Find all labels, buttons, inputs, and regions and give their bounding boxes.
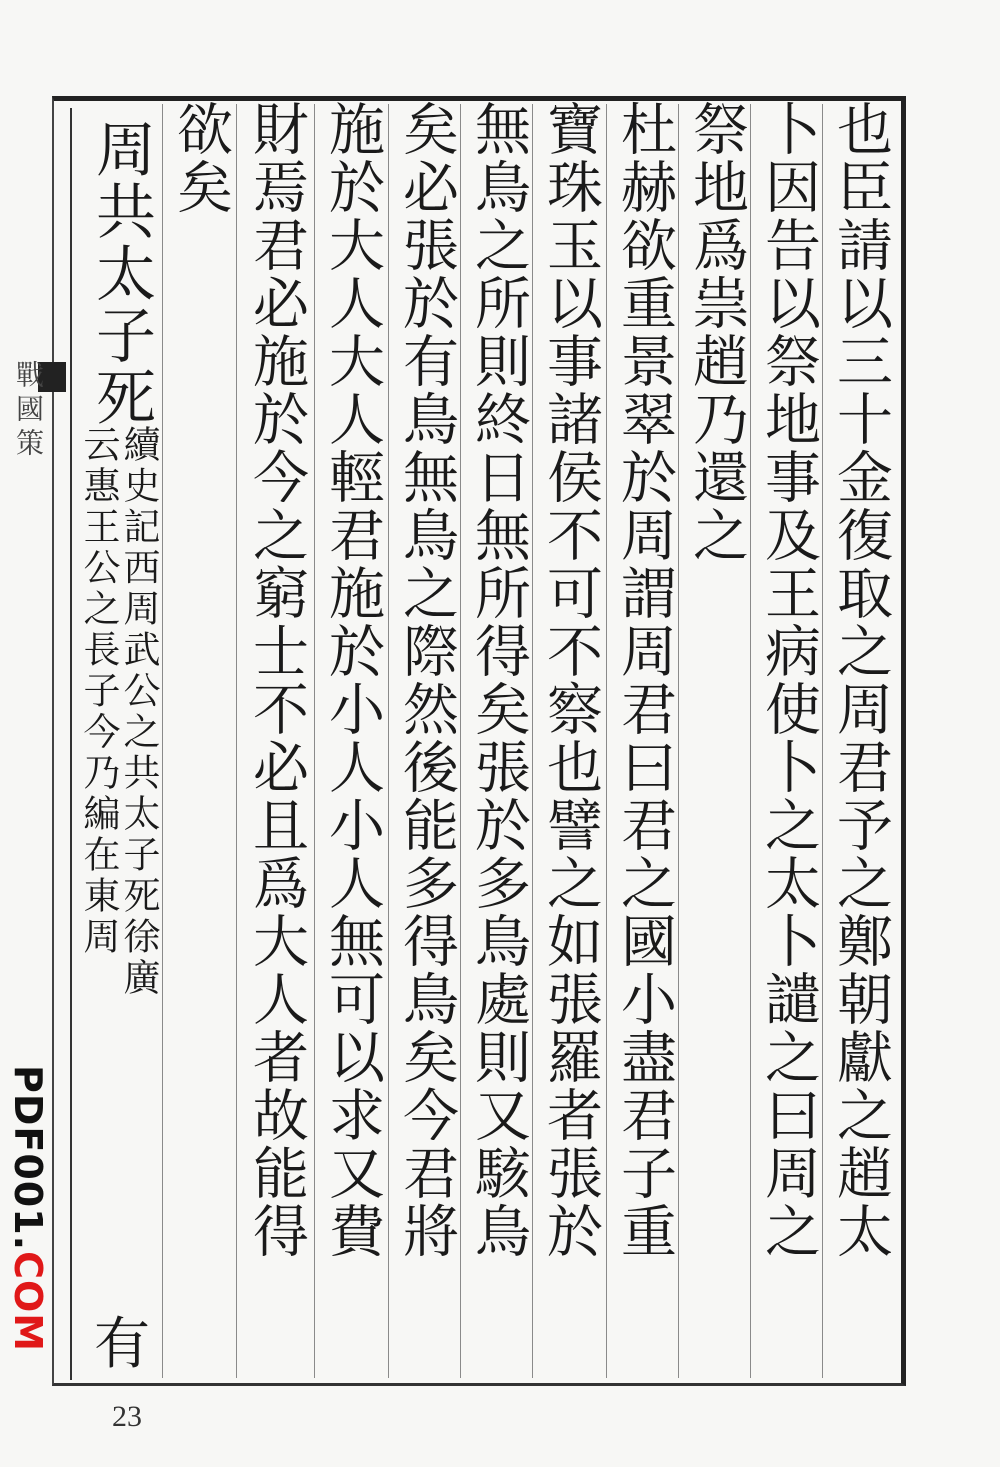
commentary-continuation: 有	[94, 1312, 150, 1377]
column-rule	[750, 104, 751, 1378]
column-rule	[678, 104, 679, 1378]
watermark-prefix: PDF001.	[6, 1065, 50, 1252]
column-rule	[606, 104, 607, 1378]
column-rule	[236, 104, 237, 1378]
watermark-suffix: COM	[6, 1251, 50, 1353]
inner-border-line	[70, 108, 72, 1380]
text-column: 祭地爲祟趙乃還之	[684, 100, 749, 564]
text-column: 矣必張於有鳥無鳥之際然後能多得鳥矣今君將	[394, 100, 459, 1260]
text-column: 也臣請以三十金復取之周君予之鄭朝獻之趙太	[828, 100, 893, 1260]
commentary-column: 續史記西周武公之共太子死徐廣	[117, 425, 160, 999]
text-column: 施於大人大人輕君施於小人小人無可以求又費	[320, 100, 385, 1260]
spine-label: 戰國策	[12, 360, 45, 462]
text-column: 卜因告以祭地事及王病使卜之太卜譴之曰周之	[756, 100, 821, 1260]
section-title: 周共太子死	[86, 118, 156, 428]
column-rule	[162, 104, 163, 1378]
watermark	[6, 1065, 50, 1352]
text-column: 欲矣	[168, 100, 233, 216]
text-column: 無鳥之所則終日無所得矣張於多鳥處則又駭鳥	[466, 100, 531, 1260]
column-rule	[314, 104, 315, 1378]
column-rule	[532, 104, 533, 1378]
column-rule	[460, 104, 461, 1378]
commentary-column: 云惠王公之長子今乃編在東周	[77, 425, 120, 958]
column-rule	[388, 104, 389, 1378]
page-number: 23	[112, 1400, 142, 1433]
text-column: 杜赫欲重景翠於周謂周君曰君之國小盡君子重	[612, 100, 677, 1260]
column-rule	[822, 104, 823, 1378]
text-column: 寶珠玉以事諸侯不可不察也譬之如張羅者張於	[538, 100, 603, 1260]
text-column: 財焉君必施於今之窮士不必且爲大人者故能得	[244, 100, 309, 1260]
